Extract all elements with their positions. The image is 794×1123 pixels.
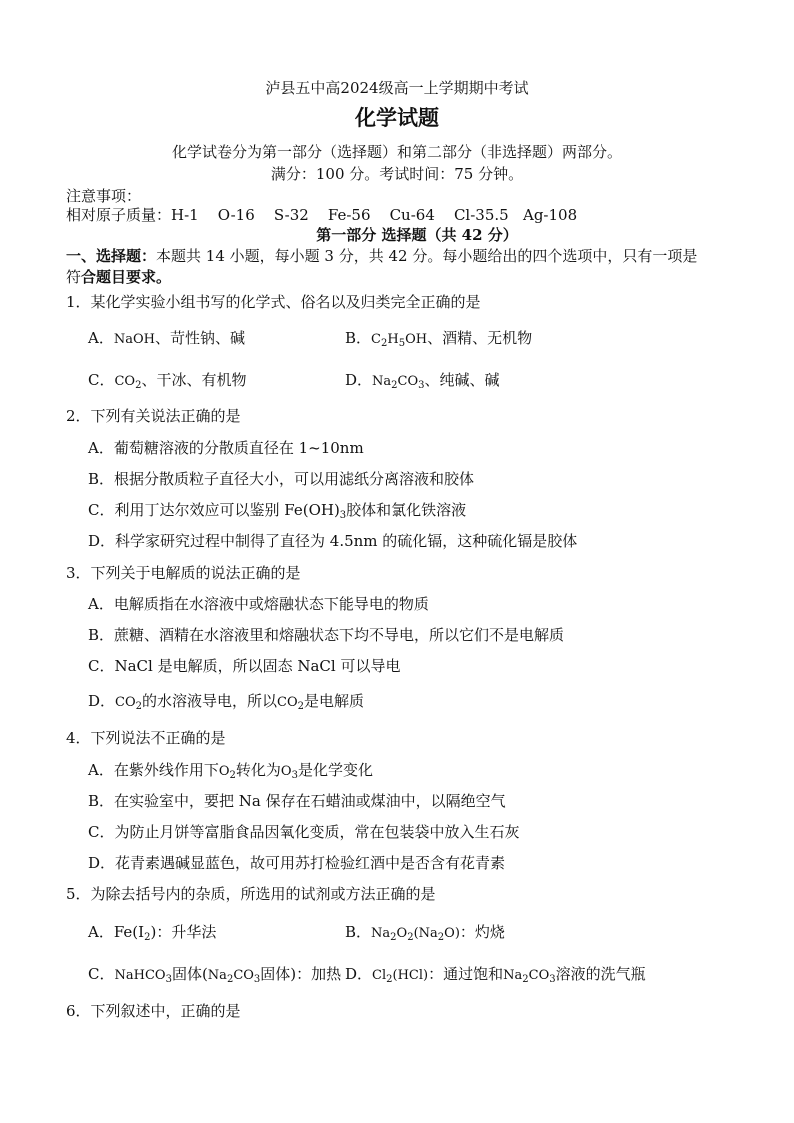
instruction-line2-bold: 合题目要求。	[81, 268, 172, 286]
q4-option-c: C．为防止月饼等富脂食品因氧化变质，常在包装袋中放入生石灰	[88, 823, 520, 841]
q1-c-formula: $CO_2$	[114, 374, 142, 391]
q2-c-part2: 胶体和氯化铁溶液	[346, 501, 467, 519]
q1-b-label: B．	[345, 329, 372, 347]
q1-d-text: 、纯碱、碱	[424, 371, 500, 389]
q6-stem: 6．下列叙述中，正确的是	[66, 1002, 241, 1020]
instruction-line2-prefix: 符	[66, 268, 82, 286]
q4-stem: 4．下列说法不正确的是	[66, 729, 226, 747]
q1-c-text: 、干冰、有机物	[141, 371, 247, 389]
q5-option-c: C．NaHCO$_3$固体($Na_2CO_3$固体)：加热	[88, 965, 342, 985]
q4-option-d: D．花青素遇碱显蓝色，故可用苏打检验红酒中是否含有花青素	[88, 854, 506, 872]
q1-option-c	[88, 370, 246, 392]
q4-option-a: A．在紫外线作用下$O_2$转化为$O_3$是化学变化	[88, 761, 373, 781]
part1-instruction-line2	[66, 267, 171, 287]
q3-option-d: D．$CO_2$的水溶液导电，所以$CO_2$是电解质	[88, 692, 365, 712]
q1-c-label: C．	[88, 371, 115, 389]
q5-option-a: A．$Fe(I_2)$：升华法	[88, 923, 217, 943]
q1-a-text: 、苛性钠、碱	[154, 329, 245, 347]
q5-stem: 5．为除去括号内的杂质，所选用的试剂或方法正确的是	[66, 885, 436, 903]
q3-option-b: B．蔗糖、酒精在水溶液里和熔融状态下均不导电，所以它们不是电解质	[88, 626, 565, 644]
q4-option-b: B．在实验室中，要把 Na 保存在石蜡油或煤油中，以隔绝空气	[88, 792, 506, 810]
atomic-mass: 相对原子质量：H-1 O-16 S-32 Fe-56 Cu-64 Cl-35.5 Ag-108	[66, 206, 578, 224]
q3-option-a: A．电解质指在水溶液中或熔融状态下能导电的物质	[88, 595, 429, 613]
part1-instruction	[66, 246, 697, 266]
q1-stem: 1．某化学实验小组书写的化学式、俗名以及归类完全正确的是	[66, 293, 481, 311]
q2-option-d: D．科学家研究过程中制得了直径为 4.5nm 的硫化镉，这种硫化镉是胶体	[88, 532, 578, 550]
q5-option-d: D．$Cl_2(HCl)$：通过饱和$Na_2CO_3$溶液的洗气瓶	[345, 965, 646, 985]
q1-b-text: 、酒精、无机物	[427, 329, 533, 347]
notice-label: 注意事项：	[66, 187, 142, 205]
part1-heading: 第一部分 选择题（共 42 分）	[316, 226, 518, 244]
q2-option-c	[88, 500, 466, 520]
q3-option-c: C．NaCl 是电解质，所以固态 NaCl 可以导电	[88, 657, 401, 675]
instruction-bold: 一、选择题：	[66, 247, 157, 265]
q2-option-b: B．根据分散质粒子直径大小，可以用滤纸分离溶液和胶体	[88, 470, 475, 488]
q1-option-a	[88, 328, 245, 350]
q1-b-formula: $C_2H_5OH$	[371, 332, 428, 349]
subject-title: 化学试题	[355, 105, 439, 130]
q1-option-d	[345, 370, 500, 392]
q5-option-b: B．$Na_2O_2(Na_2O)$：灼烧	[345, 923, 505, 943]
q1-d-label: D．	[345, 371, 373, 389]
q2-c-part1: C．利用丁达尔效应可以鉴别 Fe(OH)	[88, 501, 340, 519]
q2-stem: 2．下列有关说法正确的是	[66, 407, 241, 425]
instruction-text: 本题共 14 小题，每小题 3 分，共 42 分。每小题给出的四个选项中，只有一项是	[156, 247, 698, 265]
exam-intro: 化学试卷分为第一部分（选择题）和第二部分（非选择题）两部分。	[171, 143, 622, 161]
score-time: 满分：100 分。考试时间：75 分钟。	[270, 165, 524, 183]
q1-a-label: A．	[88, 329, 114, 347]
q3-stem: 3．下列关于电解质的说法正确的是	[66, 564, 301, 582]
exam-line: 泸县五中高2024级高一上学期期中考试	[265, 79, 529, 97]
q1-d-formula: $Na_2CO_3$	[372, 374, 425, 391]
q2-option-a: A．葡萄糖溶液的分散质直径在 1~10nm	[88, 439, 364, 457]
q1-option-b	[345, 328, 532, 350]
q2-c-sub: 3	[339, 510, 347, 521]
q1-a-formula: NaOH	[113, 332, 155, 347]
